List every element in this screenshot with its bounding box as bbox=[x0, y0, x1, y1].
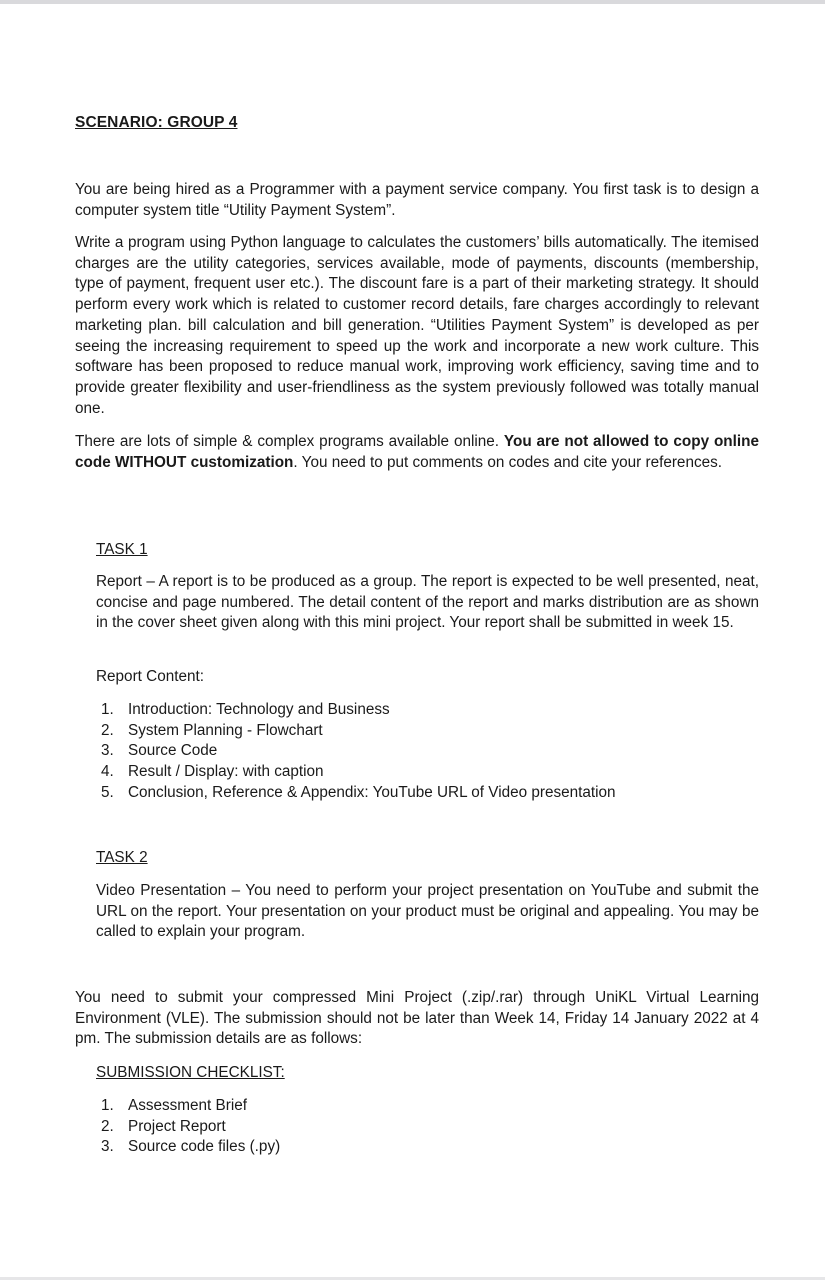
list-item: 2. System Planning - Flowchart bbox=[101, 721, 323, 739]
description-paragraph: Write a program using Python language to calculates the customers’ bills automatically. The itemised charges are the utility categories, services available, mode of payments, discounts (membership, type of payment, frequent user etc.). The discount fare is a part of their marketing strategy. It should perform every work which is related to customer record details, fare charges accordingly to relevant marketing plan. bill calculation and bill generation. “Utilities Payment System” is developed as per seeing the increasing requirement to speed up the work and incorporate a new work culture. This software has been proposed to reduce manual work, improving work efficiency, saving time and to provide greater flexibility and user-friendliness as the system previously followed was totally manual one. bbox=[75, 234, 759, 417]
list-item: 1. Assessment Brief bbox=[101, 1097, 248, 1114]
list-item: 1. Introduction: Technology and Business bbox=[101, 701, 390, 718]
report-content-label: Report Content: bbox=[96, 668, 204, 685]
task2-text: Video Presentation – You need to perform your project presentation on YouTube and submit the URL on the report. Your presentation on your product must be original and appealing. You may be called to explain your program. bbox=[96, 882, 759, 941]
list-item: 5. Conclusion, Reference & Appendix: YouTube URL of Video presentation bbox=[101, 783, 616, 801]
report-content-list bbox=[101, 700, 616, 804]
list-item: 3. Source code files (.py) bbox=[101, 1138, 281, 1156]
copy-notice-paragraph bbox=[75, 432, 759, 473]
list-item: 4. Result / Display: with caption bbox=[101, 763, 324, 781]
list-item: 2. Project Report bbox=[101, 1117, 226, 1135]
submission-paragraph: You need to submit your compressed Mini Project (.zip/.rar) through UniKL Virtual Learning Environment (VLE). The submission should not be later than Week 14, Friday 14 January 2022 at 4 pm. The submission details are as follows: bbox=[75, 989, 759, 1048]
intro-paragraph: You are being hired as a Programmer with a payment service company. You first task is to design a computer system title “Utility Payment System”. bbox=[75, 181, 759, 219]
copy-notice-bold: You are not allowed to copy online code WITHOUT customization bbox=[75, 433, 759, 471]
submission-checklist bbox=[101, 1096, 280, 1158]
task1-title: TASK 1 bbox=[96, 541, 148, 558]
copy-notice-before: There are lots of simple & complex programs available online. bbox=[75, 433, 504, 450]
task2-title: TASK 2 bbox=[96, 849, 148, 866]
list-item: 3. Source Code bbox=[101, 742, 218, 760]
submission-checklist-title: SUBMISSION CHECKLIST: bbox=[96, 1064, 285, 1081]
copy-notice-after: . You need to put comments on codes and cite your references. bbox=[293, 453, 723, 471]
task1-text: Report – A report is to be produced as a group. The report is expected to be well presented, neat, concise and page numbered. The detail content of the report and marks distribution are as shown in the cover sheet given along with this mini project. Your report shall be submitted in week 15. bbox=[96, 573, 759, 632]
scenario-heading: SCENARIO: GROUP 4 bbox=[75, 114, 238, 131]
